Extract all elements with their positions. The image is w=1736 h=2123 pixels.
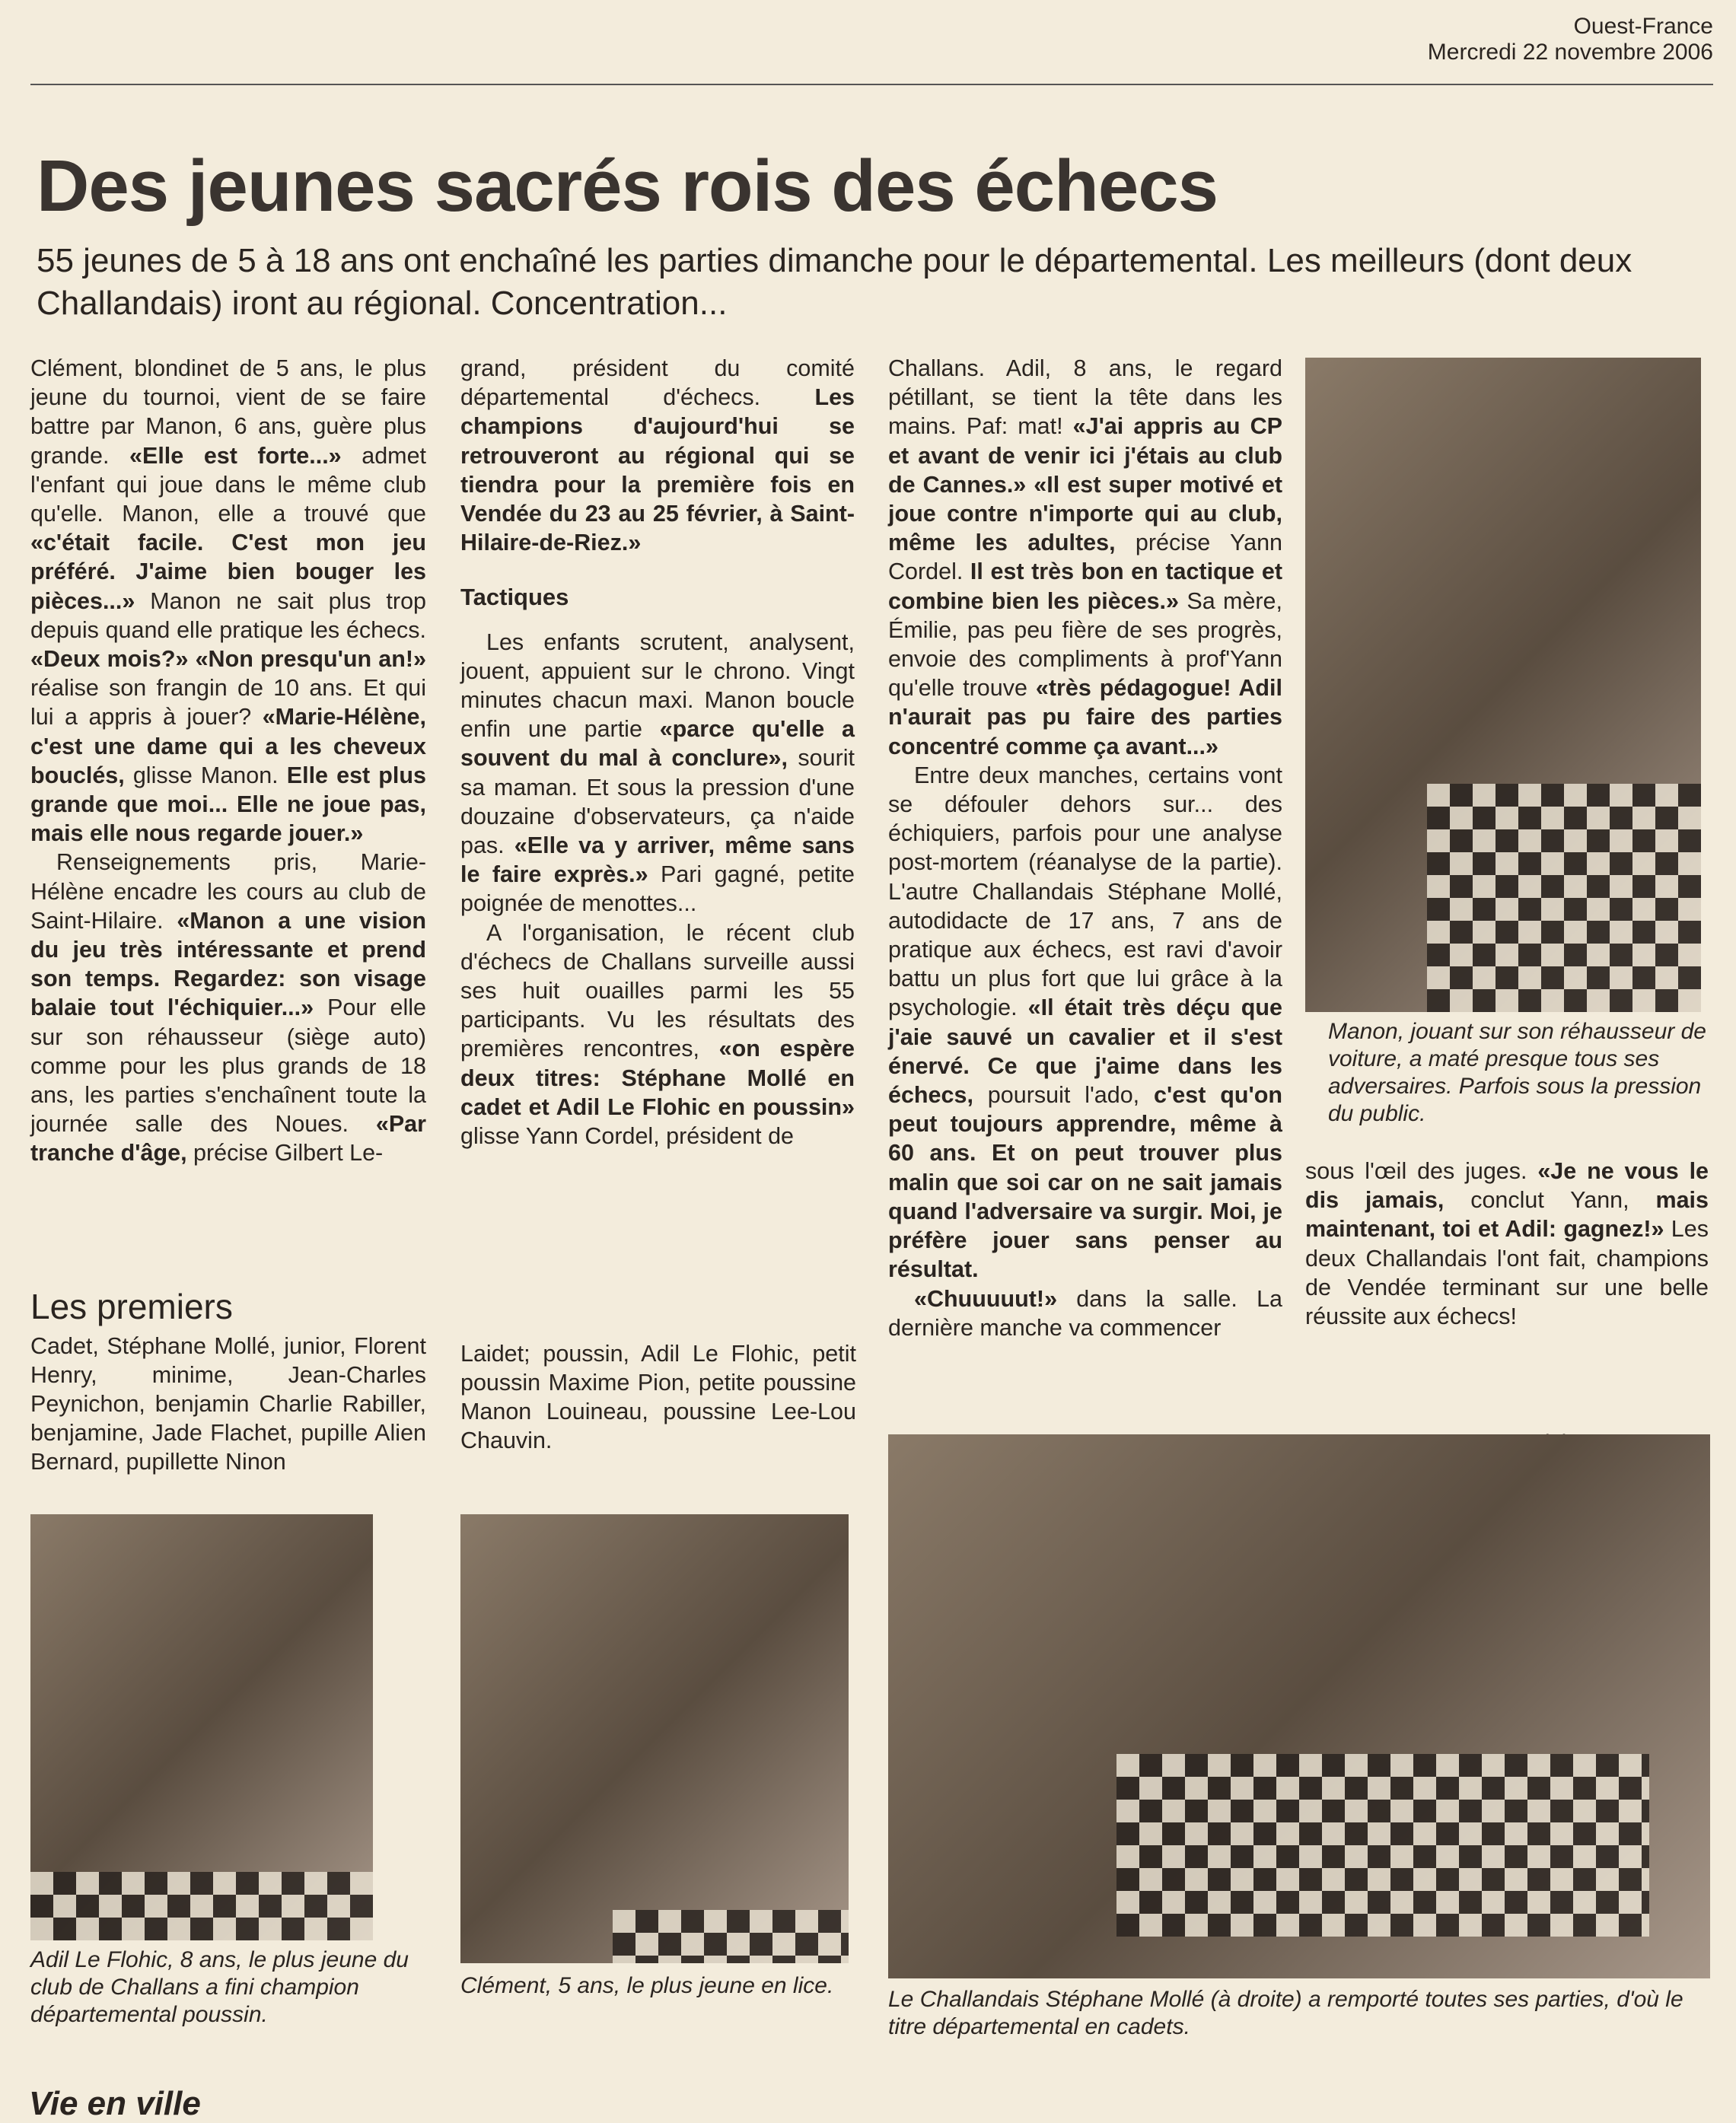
premiers-heading: Les premiers [30,1287,233,1326]
paragraph: Renseignements pris, Marie-Hélène encadre les cours au club de Saint-Hilaire. «Manon a une vision du jeu très intéressante et prend son temps. Regardez: son visage balaie tout l'échiquier...» Pour elle sur son réhausseur (siège auto) comme pour les plus grands de 18 ans, les parties s'enchaînent toute la journée salle des Noues. «Par tranche d'âge, précise Gilbert Le- [30,849,427,1167]
issue-date: Mercredi 22 novembre 2006 [1427,40,1713,65]
headline: Des jeunes sacrés rois des échecs [37,145,1218,227]
section-vie-en-ville: Vie en ville [29,2085,201,2122]
paragraph: grand, président du comité départemental d'échecs. Les champions d'aujourd'hui se retrouveront au régional qui se tiendra pour la première fois en Vendée du 23 au 25 février, à Saint-Hilaire-de-Riez.» [460,355,855,556]
chessboard [30,1872,373,1940]
section-heading-tactiques: Tactiques [460,584,569,611]
photo-manon-playing [1305,358,1701,1012]
newspaper-name: Ouest-France [1573,14,1713,39]
paragraph: Clément, blondinet de 5 ans, le plus jeune du tournoi, vient de se faire battre par Manon, 6 ans, guère plus grande. «Elle est forte...» admet l'enfant qui joue dans le même club qu'elle. Manon, elle a trouvé que «c'était facile. C'est mon jeu préféré. J'aime bien bouger les pièces...» Manon ne sait plus trop depuis quand elle pratique les échecs. «Deux mois?» «Non presqu'un an!» réalise son frangin de 10 ans. Et qui lui a appris à jouer? «Marie-Hélène, c'est une dame qui a les cheveux bouclés, glisse Manon. Elle est plus grande que moi... Elle ne joue pas, mais elle nous regarde jouer.» [30,355,427,847]
caption-clement: Clément, 5 ans, le plus jeune en lice. [460,1973,834,1998]
chessboard [1116,1754,1649,1937]
chessboard [613,1910,849,1963]
header-source [1428,14,1713,65]
article-column-3 [888,354,1282,1342]
paragraph: Challans. Adil, 8 ans, le regard pétillant, se tient la tête dans les mains. Paf: mat! «J'ai appris au CP et avant de venir ici j'étais au club de Cannes.» «Il est super motivé et joue contre n'importe qui au club, même les adultes, précise Yann Cordel. Il est très bon en tactique et combine bien les pièces.» Sa mère, Émilie, pas peu fière de ses progrès, envoie des compliments à prof'Yann qu'elle trouve «très pédagogue! Adil n'aurait pas pu faire des parties concentré comme ça avant...» [888,355,1283,759]
paragraph: A l'organisation, le récent club d'échecs de Challans surveille aussi ses huit ouailles parmi les 55 participants. Vu les résultats des premières rencontres, «on espère deux titres: Stéphane Mollé en cadet et Adil Le Flohic en poussin» glisse Yann Cordel, président de [460,919,855,1150]
paragraph: Les enfants scrutent, analysent, jouent, appuient sur le chrono. Vingt minutes chacun maxi. Manon boucle enfin une partie «parce qu'elle a souvent du mal à conclure», sourit sa maman. Et sous la pression d'une douzaine d'observateurs, ça n'aide pas. «Elle va y arriver, même sans le faire exprès.» Pari gagné, petite poignée de menottes... [460,629,855,917]
header-rule [30,84,1713,85]
paragraph: Entre deux manches, certains vont se défouler dehors sur... des échiquiers, parfois pour une analyse post-mortem (réanalyse de la partie). L'autre Challandais Stéphane Mollé, autodidacte de 17 ans, 7 ans de pratique aux échecs, est ravi d'avoir battu un plus fort que lui grâce à la psychologie. «Il était très déçu que j'aie sauvé un cavalier et il s'est énervé. Ce que j'aime dans les échecs, poursuit l'ado, c'est qu'on peut toujours apprendre, même à 60 ans. Et on peut trouver plus malin que soi car on ne sait jamais quand l'adversaire va surgir. Moi, je préfère jouer sans penser au résultat. [888,762,1283,1283]
paragraph: sous l'œil des juges. «Je ne vous le dis jamais, conclut Yann, mais maintenant, toi et Adil: gagnez!» Les deux Challandais l'ont fait, champions de Vendée terminant sur une belle réussite aux échecs! [1305,1158,1709,1330]
caption-stephane: Le Challandais Stéphane Mollé (à droite) a remporté toutes ses parties, d'où le titre départemental en cadets. [888,1987,1683,2039]
photo-adil [30,1514,373,1940]
paragraph: «Chuuuuut!» dans la salle. La dernière manche va commencer [888,1285,1282,1341]
caption-manon: Manon, jouant sur son réhausseur de voiture, a maté presque tous ses adversaires. Parfois sous la pression du public. [1328,1019,1706,1126]
article-column-1 [30,354,426,1168]
caption-adil: Adil Le Flohic, 8 ans, le plus jeune du club de Challans a fini champion départemental poussin. [30,1947,409,2027]
photo-stephane-molle [888,1434,1710,1978]
premiers-text-1: Cadet, Stéphane Mollé, junior, Florent Henry, minime, Jean-Charles Peynichon, benjamin Charlie Rabiller, benjamine, Jade Flachet, pupille Alien Bernard, pupillette Ninon [30,1333,426,1475]
premiers-text-2: Laidet; poussin, Adil Le Flohic, petit poussin Maxime Pion, petite poussine Manon Louineau, poussine Lee-Lou Chauvin. [460,1341,856,1453]
subhead: 55 jeunes de 5 à 18 ans ont enchaîné les parties dimanche pour le départemental. Les meilleurs (dont deux Challandais) iront au régional. Concentration... [37,242,1632,322]
chessboard [1427,784,1701,1012]
photo-clement [460,1514,849,1963]
article-column-2 [460,354,855,1151]
article-column-4 [1305,1157,1709,1331]
